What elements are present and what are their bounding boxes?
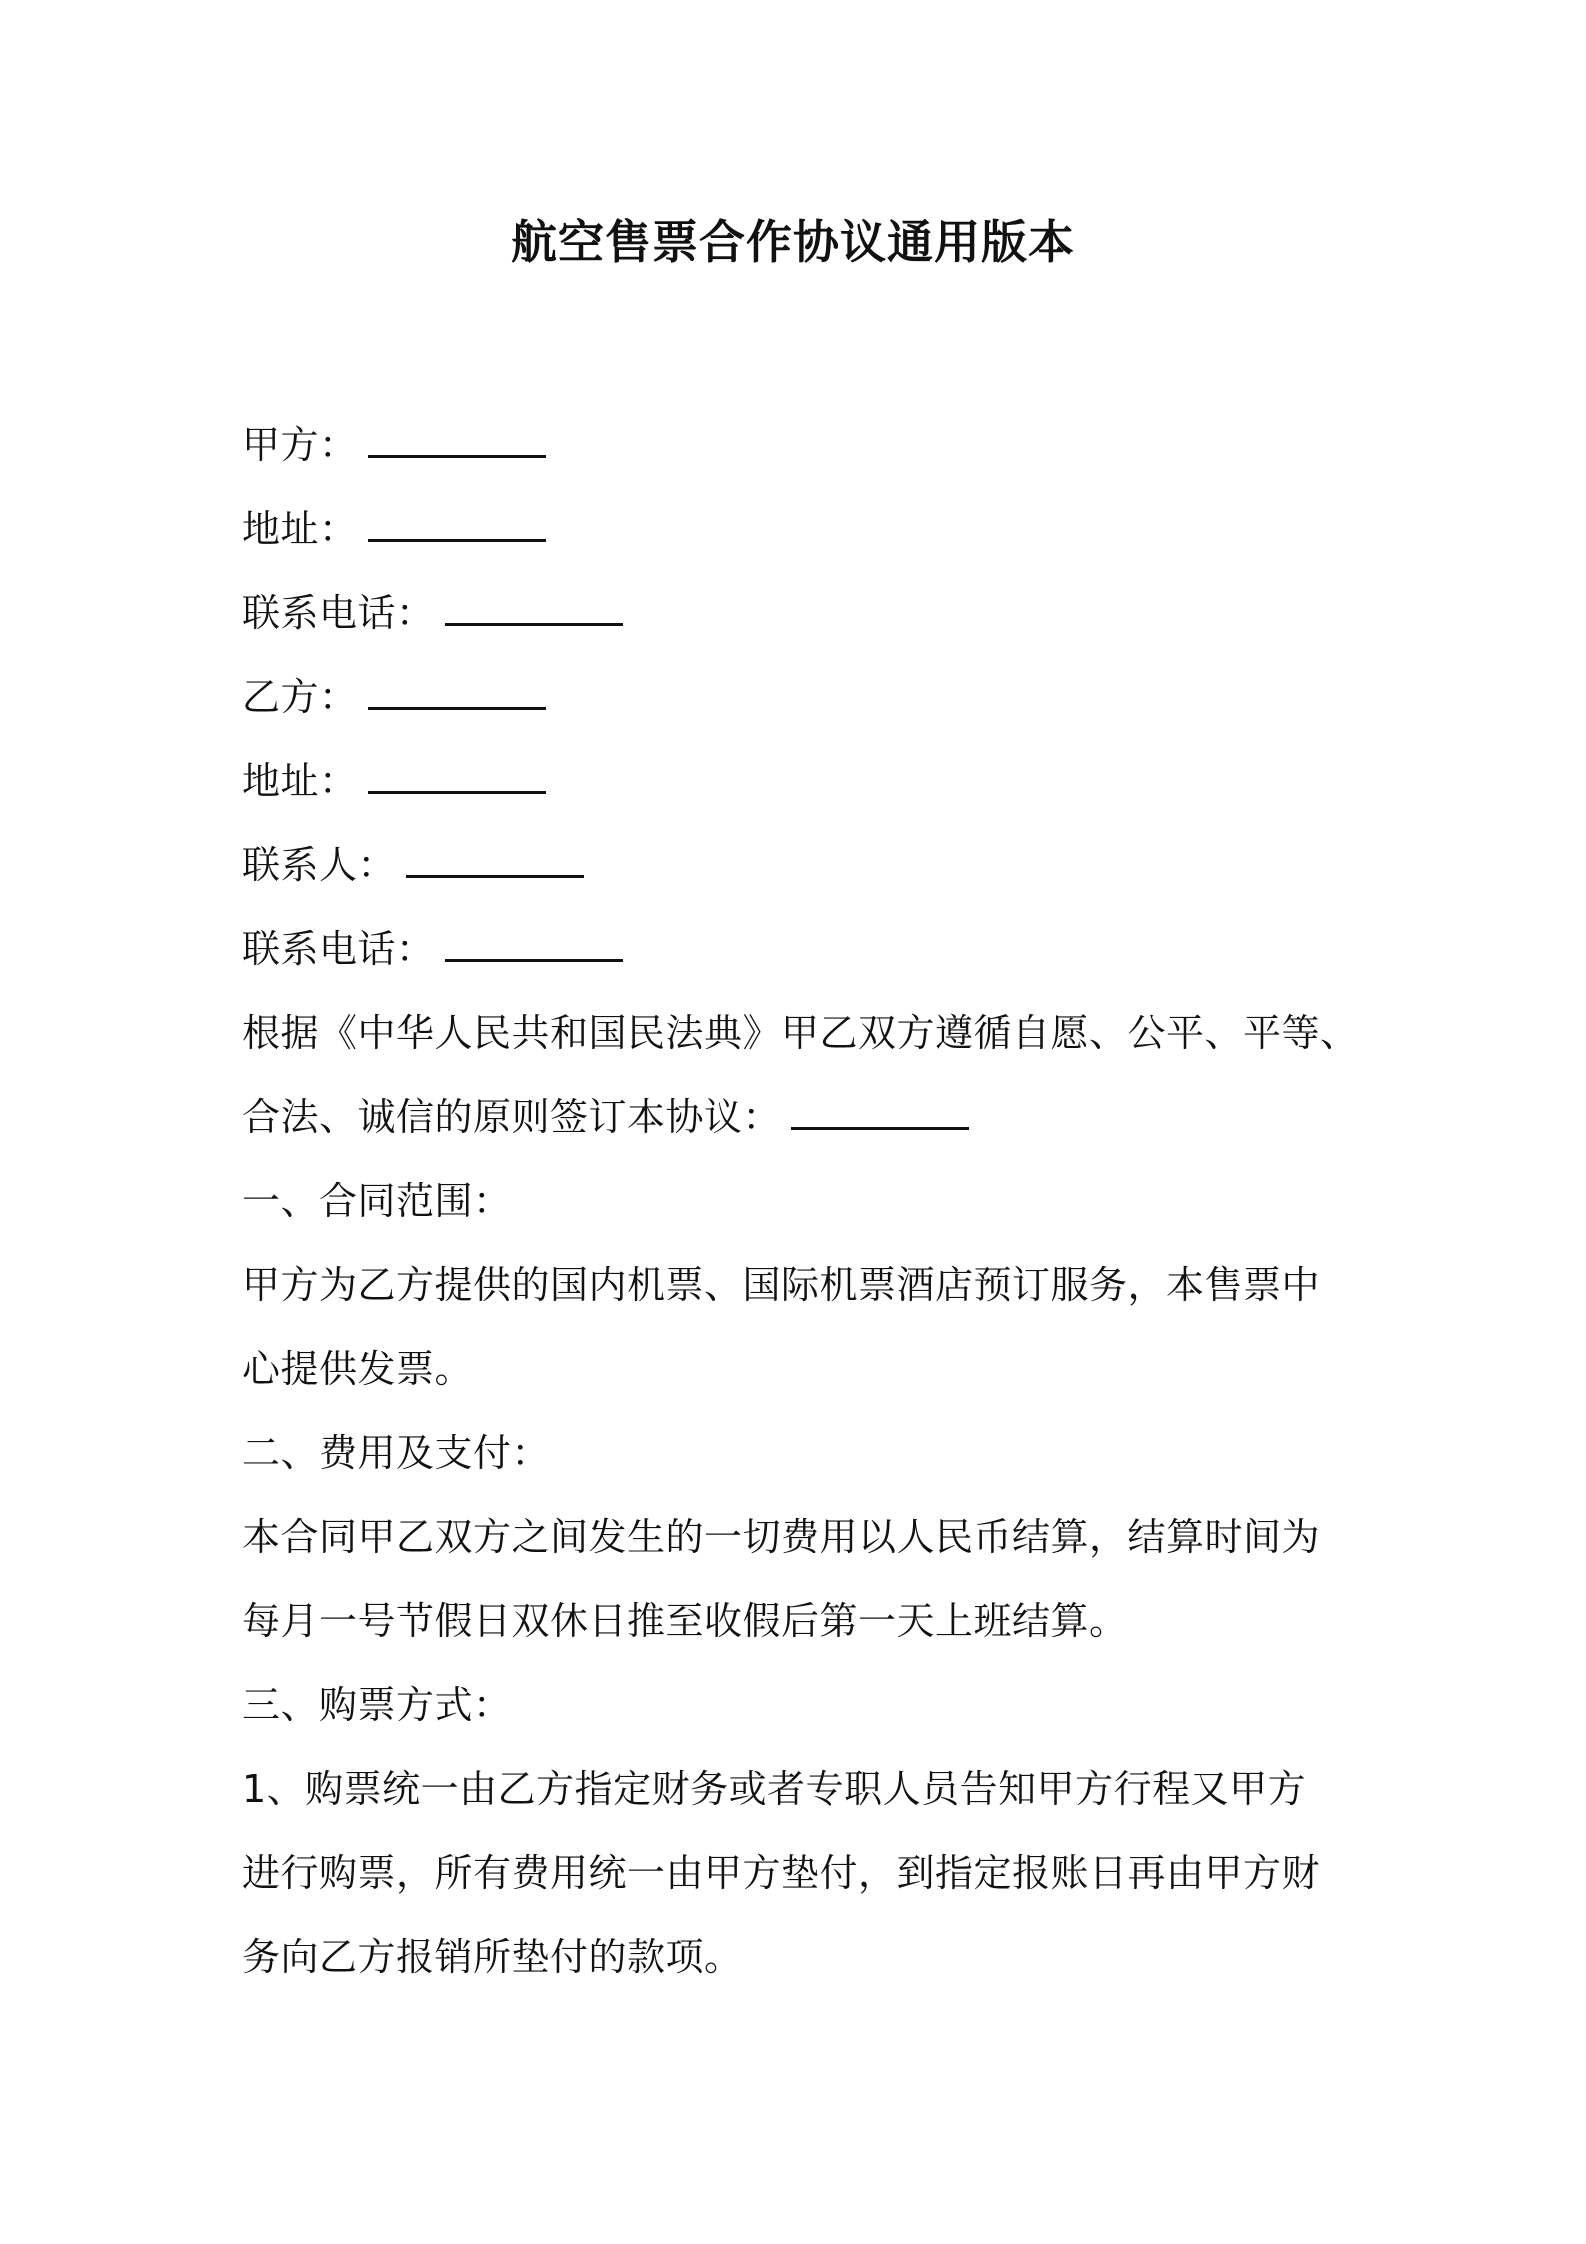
party-b-address-label: 地址： bbox=[242, 759, 358, 803]
party-b-phone-label: 联系电话： bbox=[242, 927, 435, 971]
party-a-phone-label: 联系电话： bbox=[242, 591, 435, 635]
party-b-contact-blank bbox=[406, 845, 584, 878]
section-3-heading: 三、购票方式： bbox=[242, 1683, 512, 1727]
agreement-blank bbox=[791, 1097, 969, 1130]
party-b-line bbox=[242, 655, 1352, 739]
party-b-blank bbox=[368, 677, 546, 710]
section-3-item-1-line-2: 进行购票，所有费用统一由甲方垫付，到指定报账日再由甲方财 bbox=[242, 1851, 1321, 1895]
section-3-item-1-line-3: 务向乙方报销所垫付的款项。 bbox=[242, 1935, 743, 1979]
party-a-address-label: 地址： bbox=[242, 507, 358, 551]
party-a-line bbox=[242, 403, 1352, 487]
party-b-address-blank bbox=[368, 761, 546, 794]
party-a-phone-line bbox=[242, 571, 1352, 655]
party-b-contact-line bbox=[242, 823, 1352, 907]
document-body bbox=[242, 403, 1359, 1999]
section-2-line-2: 每月一号节假日双休日推至收假后第一天上班结算。 bbox=[242, 1599, 1128, 1643]
party-a-address-line bbox=[242, 487, 1352, 571]
party-b-contact-label: 联系人： bbox=[242, 843, 397, 887]
party-b-phone-blank bbox=[445, 929, 623, 962]
party-a-phone-blank bbox=[445, 593, 623, 626]
section-1-line-1: 甲方为乙方提供的国内机票、国际机票酒店预订服务，本售票中 bbox=[242, 1263, 1321, 1307]
section-1-heading: 一、合同范围： bbox=[242, 1179, 512, 1223]
preamble-line-1: 根据《中华人民共和国民法典》甲乙双方遵循自愿、公平、平等、 bbox=[242, 1011, 1359, 1055]
party-a-label: 甲方： bbox=[242, 423, 358, 467]
party-b-address-line bbox=[242, 739, 1352, 823]
party-a-address-blank bbox=[368, 509, 546, 542]
section-2-line-1: 本合同甲乙双方之间发生的一切费用以人民币结算，结算时间为 bbox=[242, 1515, 1321, 1559]
section-2-heading: 二、费用及支付： bbox=[242, 1431, 551, 1475]
section-1-line-2: 心提供发票。 bbox=[242, 1347, 474, 1391]
preamble-line-2 bbox=[242, 1075, 1352, 1159]
preamble-line-2-text: 合法、诚信的原则签订本协议： bbox=[242, 1095, 782, 1139]
section-3-item-1-line-1: 1、购票统一由乙方指定财务或者专职人员告知甲方行程又甲方 bbox=[242, 1767, 1307, 1811]
party-a-blank bbox=[368, 425, 546, 458]
party-b-phone-line bbox=[242, 907, 1352, 991]
party-b-label: 乙方： bbox=[242, 675, 358, 719]
document-title: 航空售票合作协议通用版本 bbox=[511, 215, 1075, 269]
